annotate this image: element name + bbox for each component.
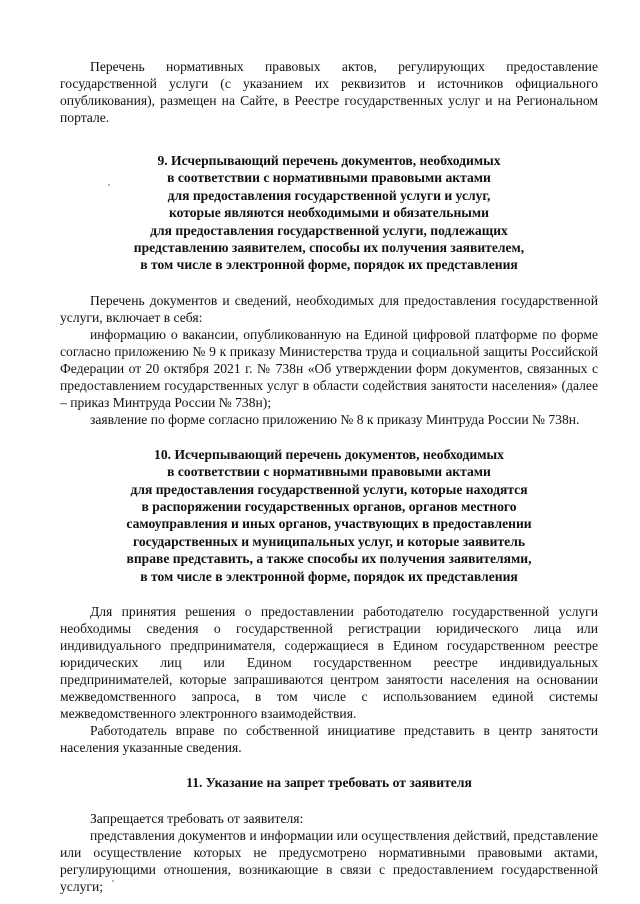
heading-line: в соответствии с нормативными правовыми актами — [167, 464, 491, 480]
section-9-paragraph: Перечень документов и сведений, необходимых для предоставления государственной услуги, включает в себя: — [60, 292, 598, 325]
heading-line: 10. Исчерпывающий перечень документов, необходимых — [154, 446, 504, 462]
heading-line: государственных и муниципальных услуг, и которые заявитель — [132, 533, 526, 549]
intro-paragraph: Перечень нормативных правовых актов, регулирующих предоставление государственной услуги (с указанием их реквизитов и источников официального опубликования), размещен на Сайте, в Реестре государственных услуг и на Региональном портале. — [60, 59, 598, 125]
section-9-paragraph: информацию о вакансии, опубликованную на Единой цифровой платформе по форме согласно приложению № 9 к приказу Министерства труда и социальной защиты Российской Федерации от 20 октября 2021 г. № 738н «Об утверждении форм документов, связанных с предоставлением государственных услуг в области содействия занятости населения» (далее – приказ Минтруда России № 738н); — [60, 326, 598, 410]
heading-line: для предоставления государственной услуги, которые находятся — [130, 481, 528, 497]
section-11-paragraph: представления документов и информации или осуществления действий, представление или осуществление которых не предусмотрено нормативными правовыми актами, регулирующими отношения, возникающие в связи с предоставлением государственной услуги; — [60, 827, 598, 894]
heading-line: в соответствии с нормативными правовыми актами — [167, 170, 491, 186]
section-9-heading — [60, 152, 598, 274]
heading-line: вправе представить, а также способы их получения заявителями, — [126, 551, 532, 567]
heading-line: которые являются необходимыми и обязательными — [168, 205, 490, 221]
heading-line: для предоставления государственной услуги, подлежащих — [150, 222, 508, 238]
section-10-paragraph: Для принятия решения о предоставлении работодателю государственной услуги необходимы сведения о государственной регистрации юридического лица или индивидуального предпринимателя, содержащиеся в Едином государственном реестре юридических лиц или Едином государственном реестре индивидуальных предпринимателей, которые запрашиваются центром занятости населения на основании межведомственного запроса, в том числе с использованием единой системы межведомственного электронного взаимодействия. — [60, 604, 598, 722]
section-9-paragraph: заявление по форме согласно приложению № 8 к приказу Минтруда России № 738н. — [90, 411, 580, 427]
scan-speck — [108, 184, 110, 186]
heading-line: самоуправления и иных органов, участвующих в предоставлении — [126, 516, 532, 532]
heading-line: в том числе в электронной форме, порядок их представления — [140, 568, 518, 584]
section-10-heading — [60, 446, 598, 585]
section-10-paragraph: Работодатель вправе по собственной инициативе представить в центр занятости населения указанные сведения. — [60, 723, 598, 756]
document-body — [60, 58, 598, 895]
heading-line: представлению заявителем, способы их получения заявителем, — [133, 240, 525, 256]
section-11-heading — [60, 774, 598, 791]
section-11-paragraph: Запрещается требовать от заявителя: — [90, 810, 304, 826]
heading-line: в том числе в электронной форме, порядок их представления — [140, 257, 518, 273]
heading-line: для предоставления государственной услуги и услуг, — [167, 187, 491, 203]
heading-line: в распоряжении государственных органов, органов местного — [141, 499, 517, 515]
scan-speck — [112, 880, 114, 882]
heading-line: 9. Исчерпывающий перечень документов, необходимых — [157, 153, 501, 168]
heading-line: 11. Указание на запрет требовать от заявителя — [186, 775, 472, 791]
